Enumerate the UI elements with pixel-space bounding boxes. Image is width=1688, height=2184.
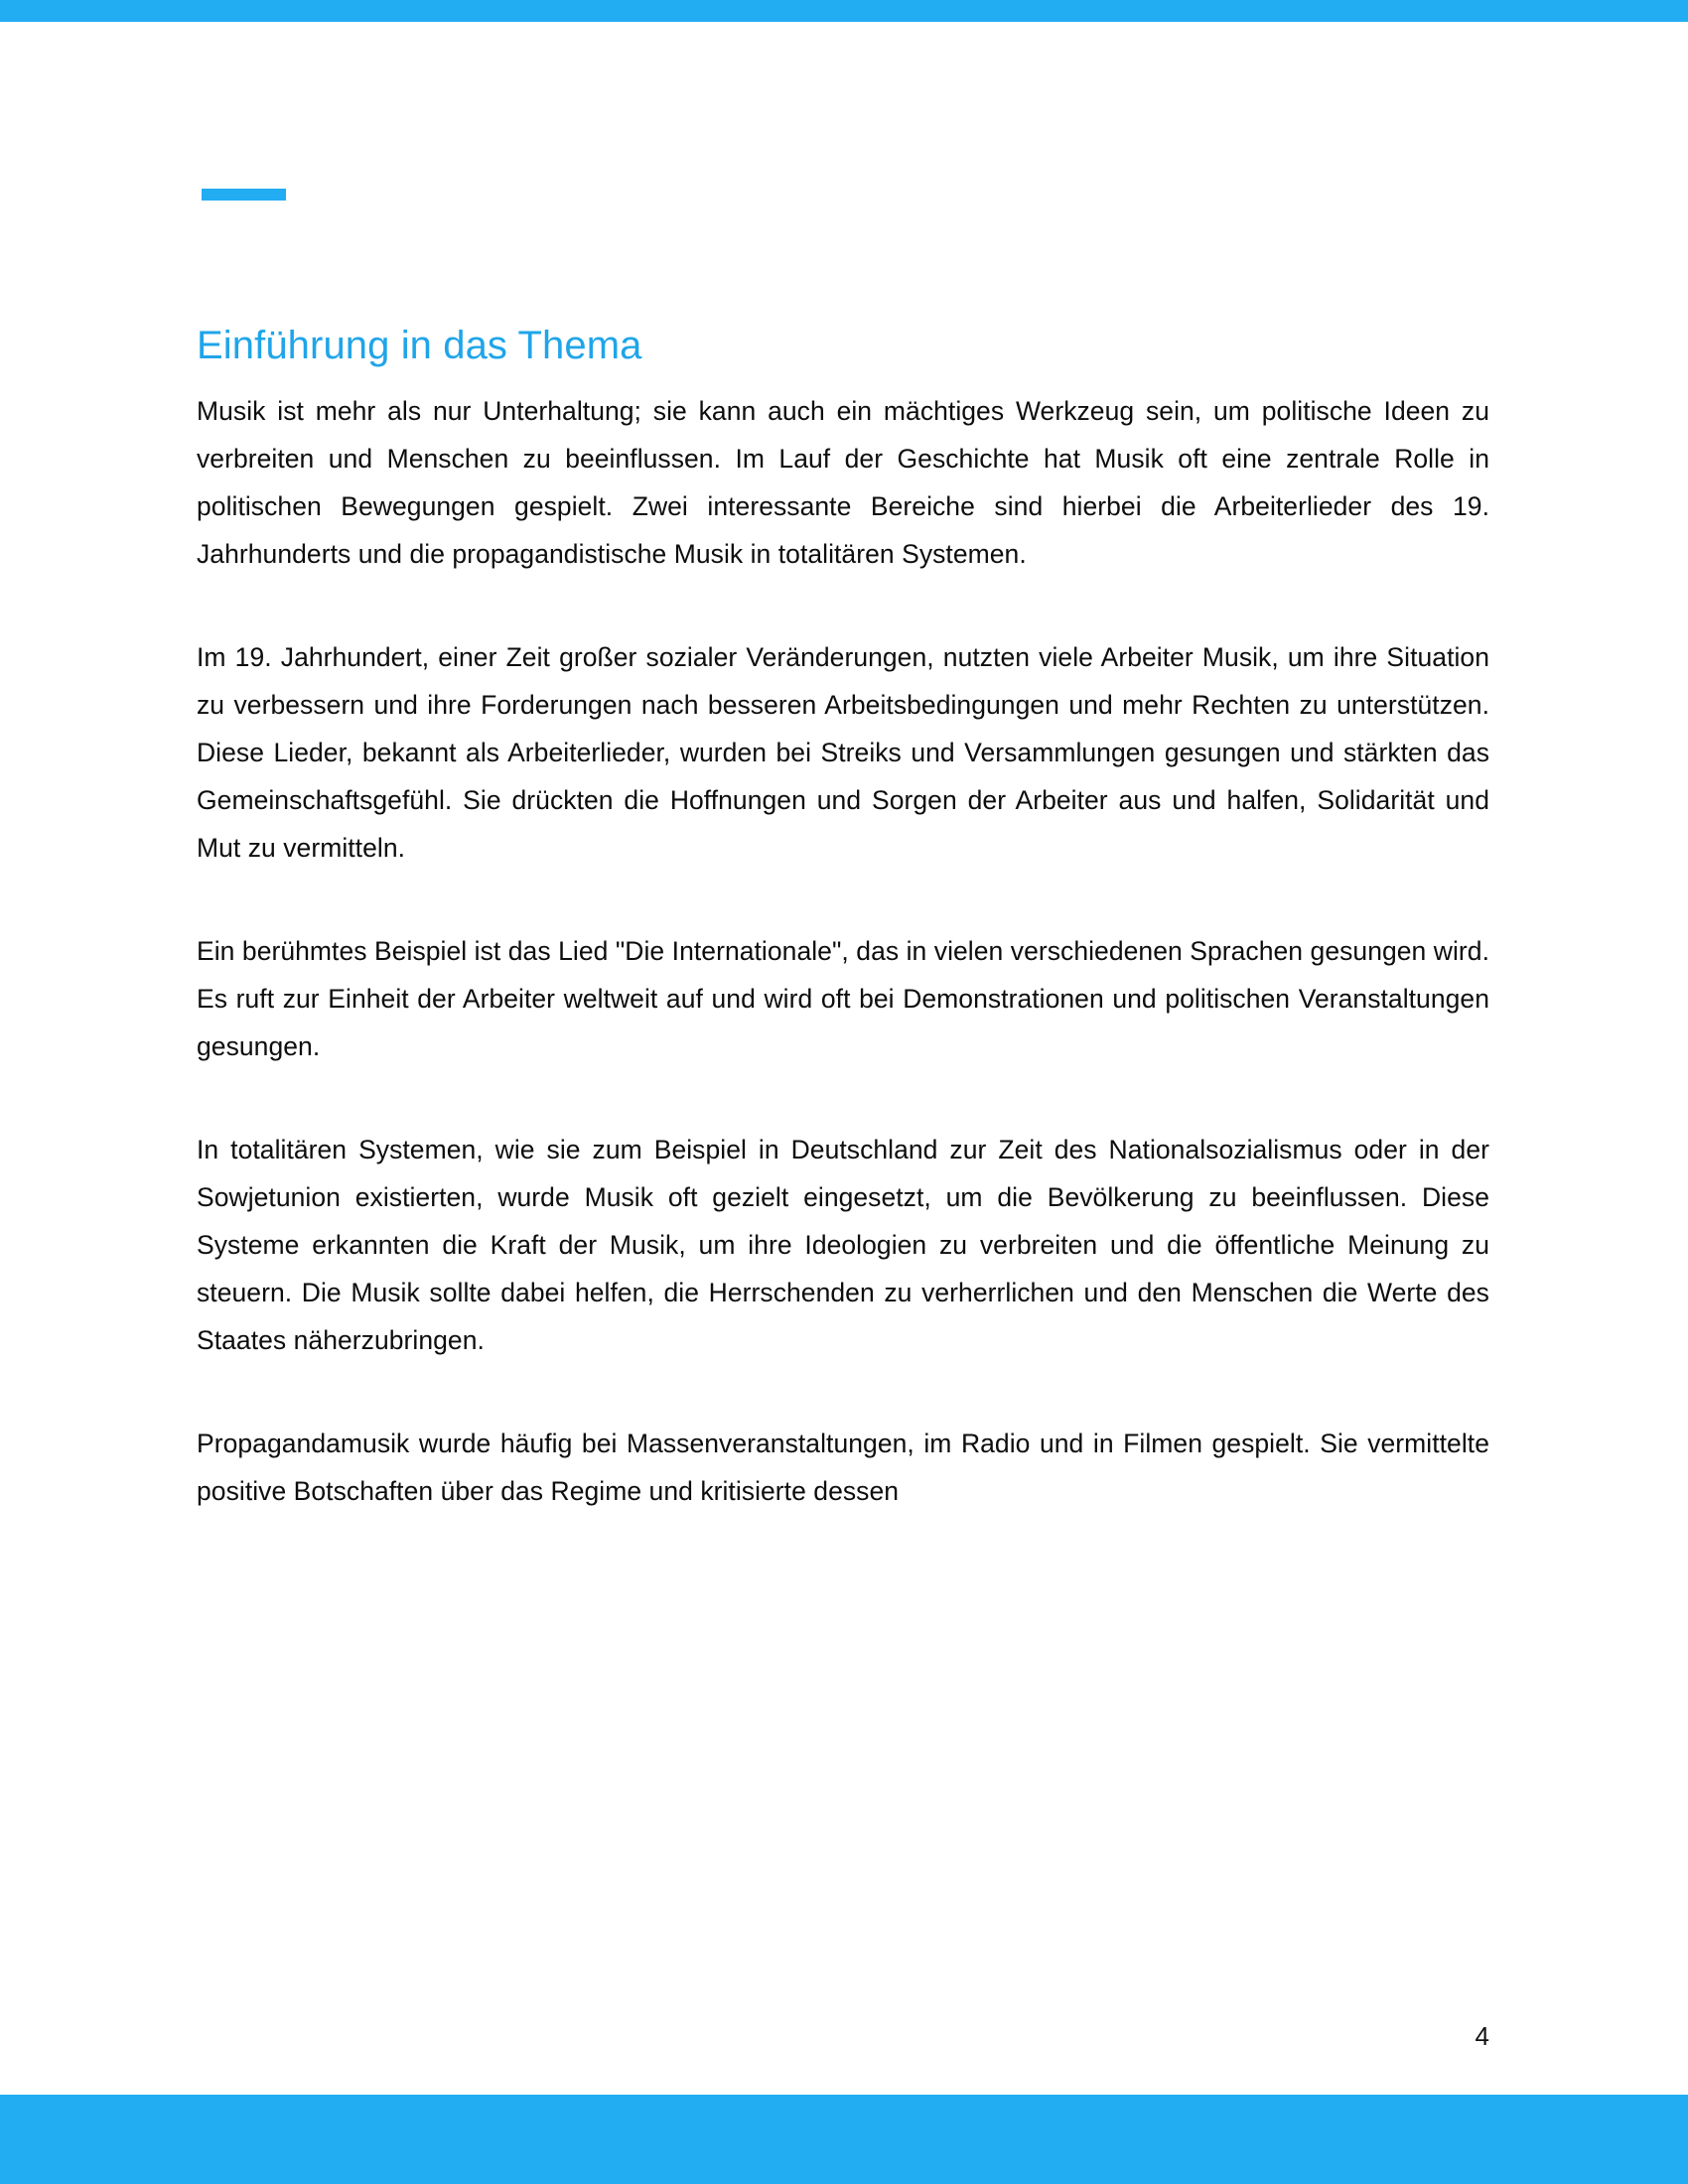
- body-text-block: [197, 387, 1489, 1515]
- paragraph-1: Musik ist mehr als nur Unterhaltung; sie kann auch ein mächtiges Werkzeug sein, um politische Ideen zu verbreiten und Menschen zu beeinflussen. Im Lauf der Geschichte hat Musik oft eine zentrale Rolle in politischen Bewegungen gespielt. Zwei interessante Bereiche sind hierbei die Arbeiterlieder des 19. Jahrhunderts und die propagandistische Musik in totalitären Systemen.: [197, 396, 1489, 569]
- paragraph-2: Im 19. Jahrhundert, einer Zeit großer sozialer Veränderungen, nutzten viele Arbeiter Musik, um ihre Situation zu verbessern und ihre Forderungen nach besseren Arbeitsbedingungen und mehr Rechten zu unterstützen. Diese Lieder, bekannt als Arbeiterlieder, wurden bei Streiks und Versammlungen gesungen und stärkten das Gemeinschaftsgefühl. Sie drückten die Hoffnungen und Sorgen der Arbeiter aus und halfen, Solidarität und Mut zu vermitteln.: [197, 642, 1489, 863]
- heading-accent-rule: [202, 189, 286, 201]
- bottom-accent-bar: [0, 2095, 1688, 2184]
- paragraph-5: Propagandamusik wurde häufig bei Massenveranstaltungen, im Radio und in Filmen gespielt. Sie vermittelte positive Botschaften über das Regime und kritisierte dessen: [197, 1429, 1489, 1506]
- paragraph-3: Ein berühmtes Beispiel ist das Lied "Die Internationale", das in vielen verschiedenen Sprachen gesungen wird. Es ruft zur Einheit der Arbeiter weltweit auf und wird oft bei Demonstrationen und politischen Veranstaltungen gesungen.: [197, 936, 1489, 1061]
- page-number: 4: [1475, 2021, 1489, 2051]
- paragraph-4: In totalitären Systemen, wie sie zum Beispiel in Deutschland zur Zeit des Nationalsozialismus oder in der Sowjetunion existierten, wurde Musik oft gezielt eingesetzt, um die Bevölkerung zu beeinflussen. Diese Systeme erkannten die Kraft der Musik, um ihre Ideologien zu verbreiten und die öffentliche Meinung zu steuern. Die Musik sollte dabei helfen, die Herrschenden zu verherrlichen und den Menschen die Werte des Staates näherzubringen.: [197, 1135, 1489, 1355]
- page-content: [197, 0, 1489, 2184]
- page-title: Einführung in das Thema: [197, 323, 642, 367]
